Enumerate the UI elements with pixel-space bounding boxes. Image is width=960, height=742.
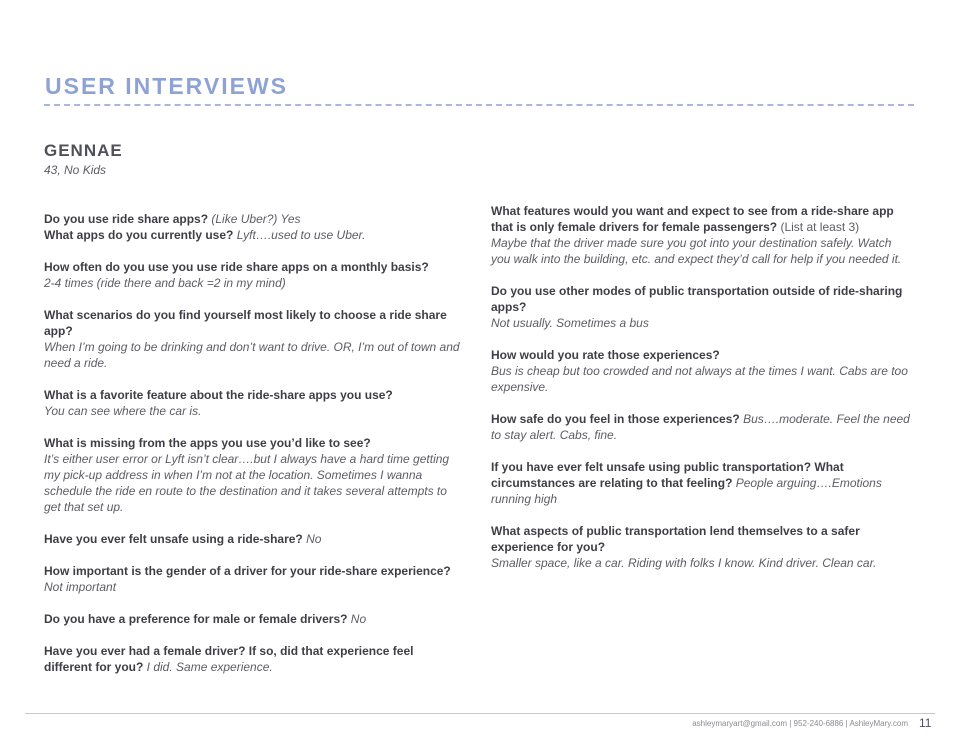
questions-column-left [44, 211, 462, 691]
interview-question-block [491, 523, 911, 571]
interview-question-block [491, 347, 911, 395]
interview-question-block [44, 563, 462, 595]
question-text: How safe do you feel in those experiences? [491, 412, 740, 426]
answer-text: I did. Same experience. [146, 660, 273, 674]
question-text: What is a favorite feature about the ride-share apps you use? [44, 388, 393, 402]
question-text: Have you ever felt unsafe using a ride-share? [44, 532, 303, 546]
title-divider [44, 104, 914, 106]
question-text: Do you use other modes of public transportation outside of ride-sharing apps? [491, 284, 903, 314]
answer-text: Lyft….used to use Uber. [236, 228, 366, 242]
interview-question-block [44, 435, 462, 515]
interview-question-block [44, 307, 462, 371]
interview-question-block [44, 611, 462, 627]
answer-text: Maybe that the driver made sure you got into your destination safely. Watch you walk into the building, etc. and expect they’d call for help if you needed it. [491, 236, 902, 266]
question-text: What is missing from the apps you use you’d like to see? [44, 436, 371, 450]
interview-question-block [44, 387, 462, 419]
question-text: How important is the gender of a driver for your ride-share experience? [44, 564, 451, 578]
page-number: 11 [919, 716, 932, 730]
interview-question-block [491, 203, 911, 267]
interview-question-block [44, 211, 462, 227]
interview-question-block [491, 411, 911, 443]
answer-text: 2-4 times (ride there and back =2 in my mind) [44, 276, 286, 290]
answer-text: (List at least 3) [780, 220, 860, 234]
answer-text: No [306, 532, 322, 546]
answer-text: Not important [44, 580, 117, 594]
interviewee-name: GENNAE [44, 141, 123, 160]
interview-question-block [44, 531, 462, 547]
question-text: What features would you want and expect to see from a ride-share app that is only female drivers for female passengers? [491, 204, 894, 234]
question-text: What scenarios do you find yourself most likely to choose a ride share app? [44, 308, 447, 338]
answer-text: (Like Uber?) Yes [211, 212, 301, 226]
question-text: Have you ever had a female driver? If so, did that experience feel different for you? [44, 644, 414, 674]
answer-text: Bus….moderate. Feel the need to stay alert. Cabs, fine. [491, 412, 910, 442]
interview-question-block [491, 283, 911, 331]
interview-question-block [44, 227, 462, 243]
question-text: What aspects of public transportation lend themselves to a safer experience for you? [491, 524, 860, 554]
interviewee [44, 141, 123, 177]
question-text: What apps do you currently use? [44, 228, 234, 242]
answer-text: When I’m going to be drinking and don’t want to drive. OR, I’m out of town and need a ride. [44, 340, 460, 370]
interview-question-block [491, 459, 911, 507]
page-title: USER INTERVIEWS [45, 73, 288, 99]
answer-text: Bus is cheap but too crowded and not always at the times I want. Cabs are too expensive. [491, 364, 908, 394]
answer-text: No [350, 612, 367, 626]
question-text: Do you use ride share apps? [44, 212, 209, 226]
footer-divider [25, 713, 935, 714]
interviewee-details: 43, No Kids [44, 163, 107, 177]
question-text: How would you rate those experiences? [491, 348, 720, 362]
answer-text: It’s either user error or Lyft isn’t clear….but I always have a hard time getting my pick-up address in when I’m not at the location. Sometimes I wanna schedule the ride en route to the destination and it takes several attempts to get that set up. [44, 452, 450, 514]
answer-text: You can see where the car is. [44, 404, 202, 418]
answer-text: Not usually. Sometimes a bus [491, 316, 649, 330]
question-text: How often do you use you use ride share apps on a monthly basis? [44, 260, 429, 274]
interview-question-block [44, 643, 462, 675]
questions-column-right [491, 203, 911, 587]
interview-question-block [44, 259, 462, 291]
footer-contact: ashleymaryart@gmail.com | 952-240-6886 | AshleyMary.com [692, 719, 908, 728]
question-text: If you have ever felt unsafe using public transportation? What circumstances are relating to that feeling? [491, 460, 844, 490]
answer-text: People arguing….Emotions running high [491, 476, 882, 506]
answer-text: Smaller space, like a car. Riding with folks I know. Kind driver. Clean car. [491, 556, 877, 570]
question-text: Do you have a preference for male or female drivers? [44, 612, 348, 626]
